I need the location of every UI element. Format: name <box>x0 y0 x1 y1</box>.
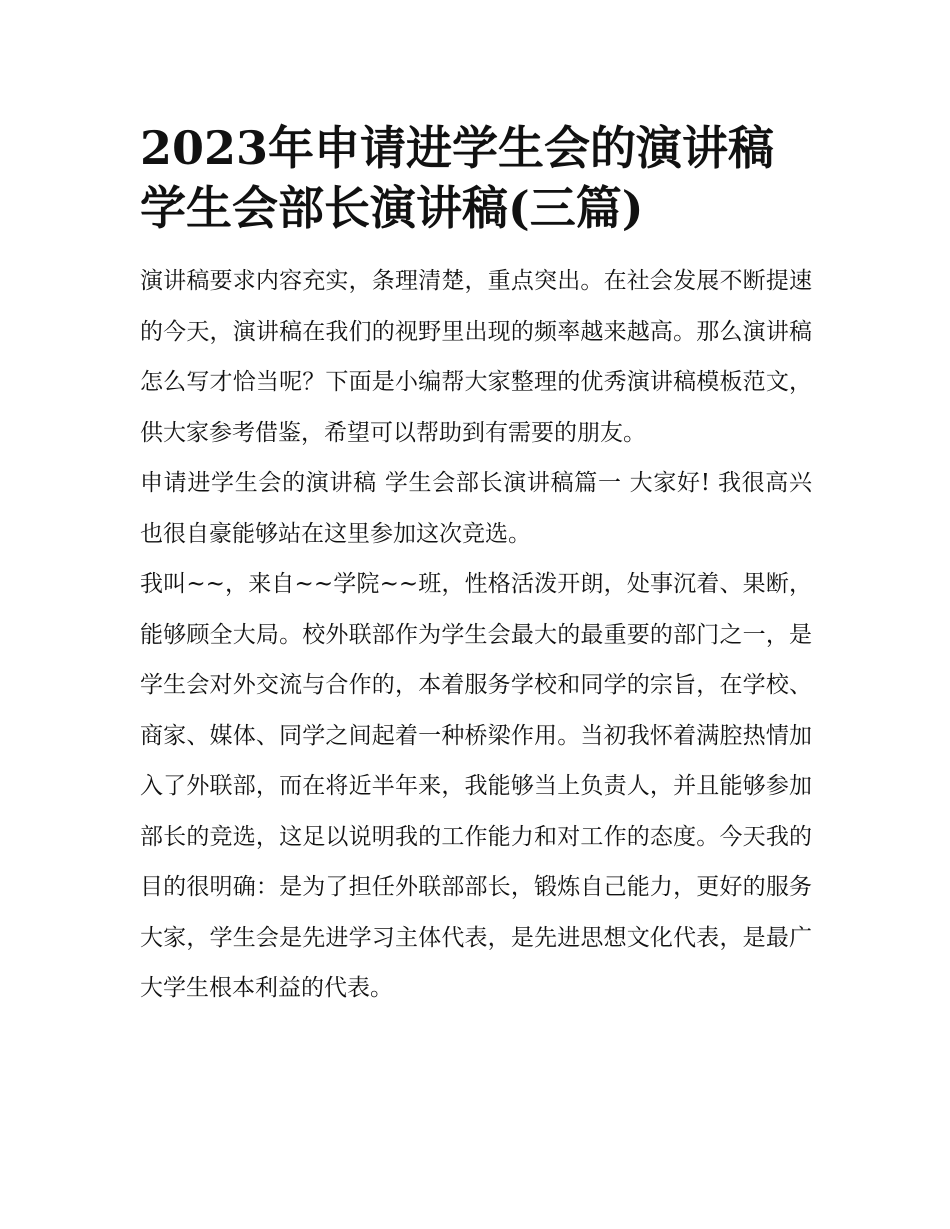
title-line-1: 2023年申请进学生会的演讲稿 <box>140 121 775 175</box>
paragraph-greeting: 申请进学生会的演讲稿 学生会部长演讲稿篇一 大家好! 我很高兴也很自豪能够站在这里参加这次竞选。 <box>140 470 812 547</box>
document-body <box>140 118 812 1014</box>
title-line-2: 学生会部长演讲稿(三篇) <box>140 181 644 235</box>
paragraph-intro: 演讲稿要求内容充实，条理清楚，重点突出。在社会发展不断提速的今天，演讲稿在我们的视野里出现的频率越来越高。那么演讲稿怎么写才恰当呢？下面是小编帮大家整理的优秀演讲稿模板范文，供大家参考借鉴，希望可以帮助到有需要的朋友。 <box>140 268 812 446</box>
document-title <box>140 118 812 238</box>
paragraph-self-introduction: 我叫~~，来自~~学院~~班，性格活泼开朗，处事沉着、果断，能够顾全大局。校外联部作为学生会最大的最重要的部门之一，是学生会对外交流与合作的，本着服务学校和同学的宗旨，在学校、商家、媒体、同学之间起着一种桥梁作用。当初我怀着满腔热情加入了外联部，而在将近半年来，我能够当上负责人，并且能够参加部长的竞选，这足以说明我的工作能力和对工作的态度。今天我的目的很明确：是为了担任外联部部长，锻炼自己能力，更好的服务大家，学生会是先进学习主体代表，是先进思想文化代表，是最广大学生根本利益的代表。 <box>140 571 812 1001</box>
